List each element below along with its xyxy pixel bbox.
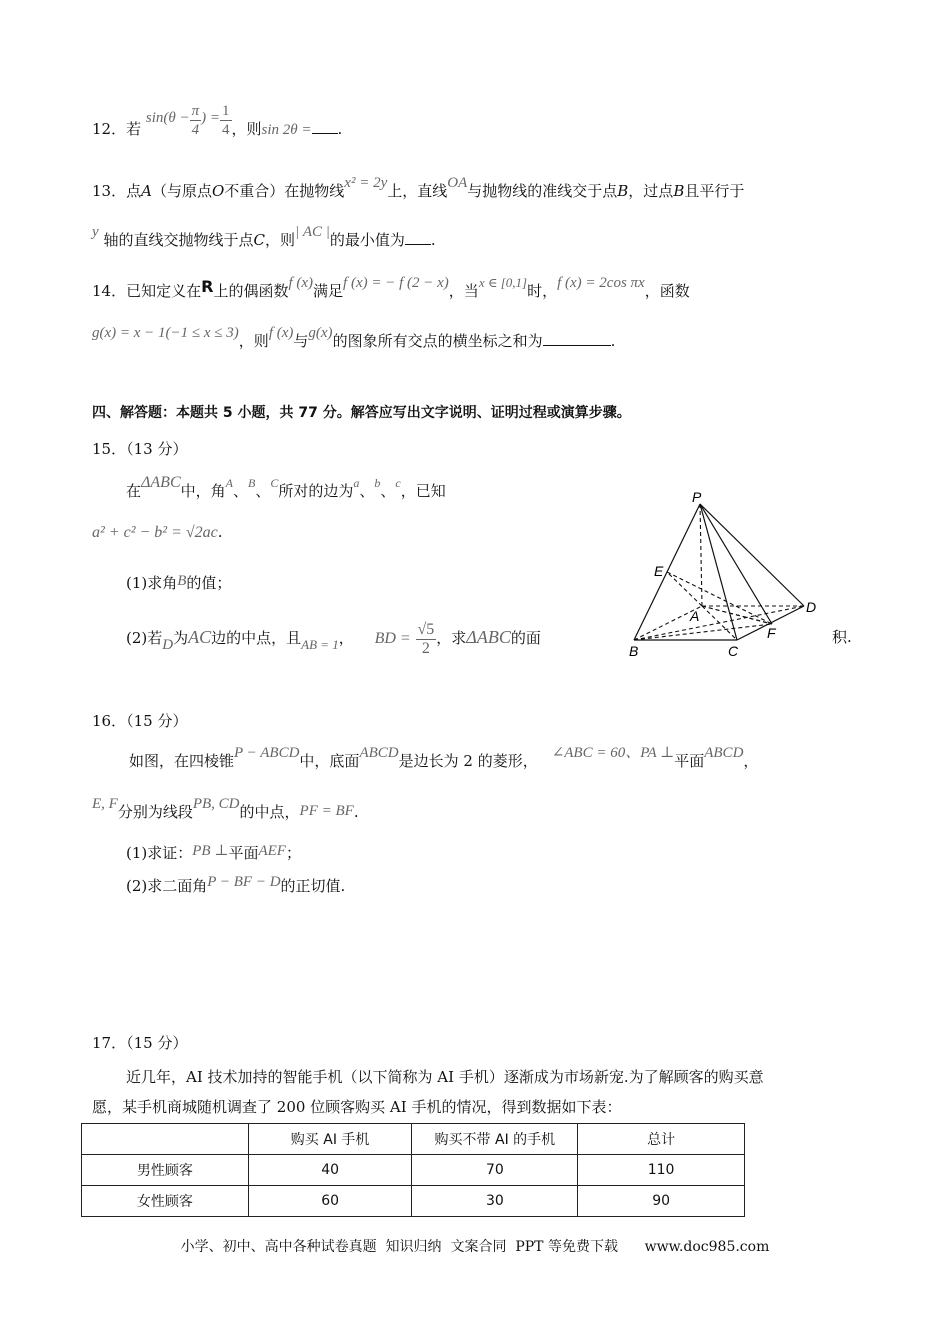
q16-line1: 如图，在四棱锥P − ABCD中，底面ABCD是边长为 2 的菱形， ∠ABC = 60、PA ⊥平面ABCD， xyxy=(129,745,759,770)
sqrt5-over-2: $\frac{√5}{2}$ xyxy=(417,620,435,657)
table-cell: 90 xyxy=(578,1186,745,1217)
q15-heading: 15．（13 分） xyxy=(92,440,188,458)
label-C: C xyxy=(728,643,739,659)
q15-part2-end: 积. xyxy=(832,628,852,646)
q14-line2: g(x) = x − 1(−1 ≤ x ≤ 3)，则f (x)与g(x)的图象所有交点的横坐标之和为 . xyxy=(92,325,616,350)
q16-line2: E, F分别为线段PB, CD的中点，PF = BF. xyxy=(92,796,359,821)
q16-part2: (2)求二面角P − BF − D的正切值. xyxy=(126,874,346,895)
answer-blank xyxy=(543,331,611,346)
pyramid-figure xyxy=(622,490,822,660)
q17-heading: 17．（15 分） xyxy=(92,1034,188,1052)
q15-part2: (2)若D为AC边的中点，且AB = 1， BD = $\frac{√5}{2}$ ，求ΔABC的面 xyxy=(126,620,541,657)
table-header-cell: 总计 xyxy=(578,1124,745,1155)
table-cell: 60 xyxy=(248,1186,412,1217)
q13-line1: 13．点A（与原点O不重合）在抛物线x² = 2y上，直线OA与抛物线的准线交于点B，过点B且平行于 xyxy=(92,175,745,200)
answer-blank xyxy=(405,230,431,245)
q15-condition: a² + c² − b² = √2ac. xyxy=(92,523,223,541)
table-cell: 30 xyxy=(412,1186,578,1217)
table-header-row xyxy=(82,1124,745,1155)
table-cell: 70 xyxy=(412,1155,578,1186)
table-cell: 女性顾客 xyxy=(82,1186,249,1217)
q17-line2: 愿，某手机商城随机调查了 200 位顾客购买 AI 手机的情况，得到数据如下表： xyxy=(92,1098,622,1116)
label-A: A xyxy=(690,608,700,624)
one-over-4: $\frac{1}{4}$ xyxy=(222,102,230,138)
label-D: D xyxy=(806,599,817,615)
edge-BD xyxy=(634,606,804,640)
pi-over-4: $\frac{\pi}{4}$ xyxy=(191,102,200,138)
label-P: P xyxy=(692,490,702,505)
section-heading: 四、解答题：本题共 5 小题，共 77 分。解答应写出文字说明、证明过程或演算步骤。 xyxy=(92,405,631,421)
q15-line1: 在ΔABC中，角$^A$、$^B$、$^C$所对的边为$^a$、$^b$、$^c$，已知 xyxy=(126,474,446,500)
table-cell: 40 xyxy=(248,1155,412,1186)
survey-table xyxy=(81,1123,745,1217)
edge-AE xyxy=(667,572,702,606)
q12-number: 12． xyxy=(92,120,127,138)
q15-part1: (1)求角B的值； xyxy=(126,573,232,592)
table-cell: 110 xyxy=(578,1155,745,1186)
table-header-cell xyxy=(82,1124,249,1155)
table-header-cell: 购买 AI 手机 xyxy=(248,1124,412,1155)
table-cell: 男性顾客 xyxy=(82,1155,249,1186)
edge-PC xyxy=(700,504,737,640)
q17-line1: 近几年，AI 技术加持的智能手机（以下简称为 AI 手机）逐渐成为市场新宠.为了解顾客的购买意 xyxy=(126,1068,764,1086)
q16-part1: (1)求证：PB ⊥平面AEF； xyxy=(126,843,301,862)
q16-heading: 16．（15 分） xyxy=(92,712,188,730)
label-F: F xyxy=(767,625,776,641)
edge-PA xyxy=(700,504,702,606)
q12-line: 12．若 sin(θ − $\frac{\pi}{4}$ ) = $\frac{1}{4}$ ，则sin 2θ = . xyxy=(92,102,343,138)
table-row xyxy=(82,1186,745,1217)
page-footer: 小学、初中、高中各种试卷真题 知识归纳 文案合同 PPT 等免费下载 www.doc985.com xyxy=(180,1239,770,1255)
q13-line2: y 轴的直线交抛物线于点C，则| AC |的最小值为 . xyxy=(92,224,436,249)
q14-line1: 14．已知定义在R上的偶函数f (x)满足f (x) = − f (2 − x)，当x ∈ [0,1]时，f (x) = 2cos πx，函数 xyxy=(92,275,690,300)
answer-blank xyxy=(312,119,338,134)
table-row xyxy=(82,1155,745,1186)
label-B: B xyxy=(629,643,639,659)
table-header-cell: 购买不带 AI 的手机 xyxy=(412,1124,578,1155)
label-E: E xyxy=(654,563,664,579)
